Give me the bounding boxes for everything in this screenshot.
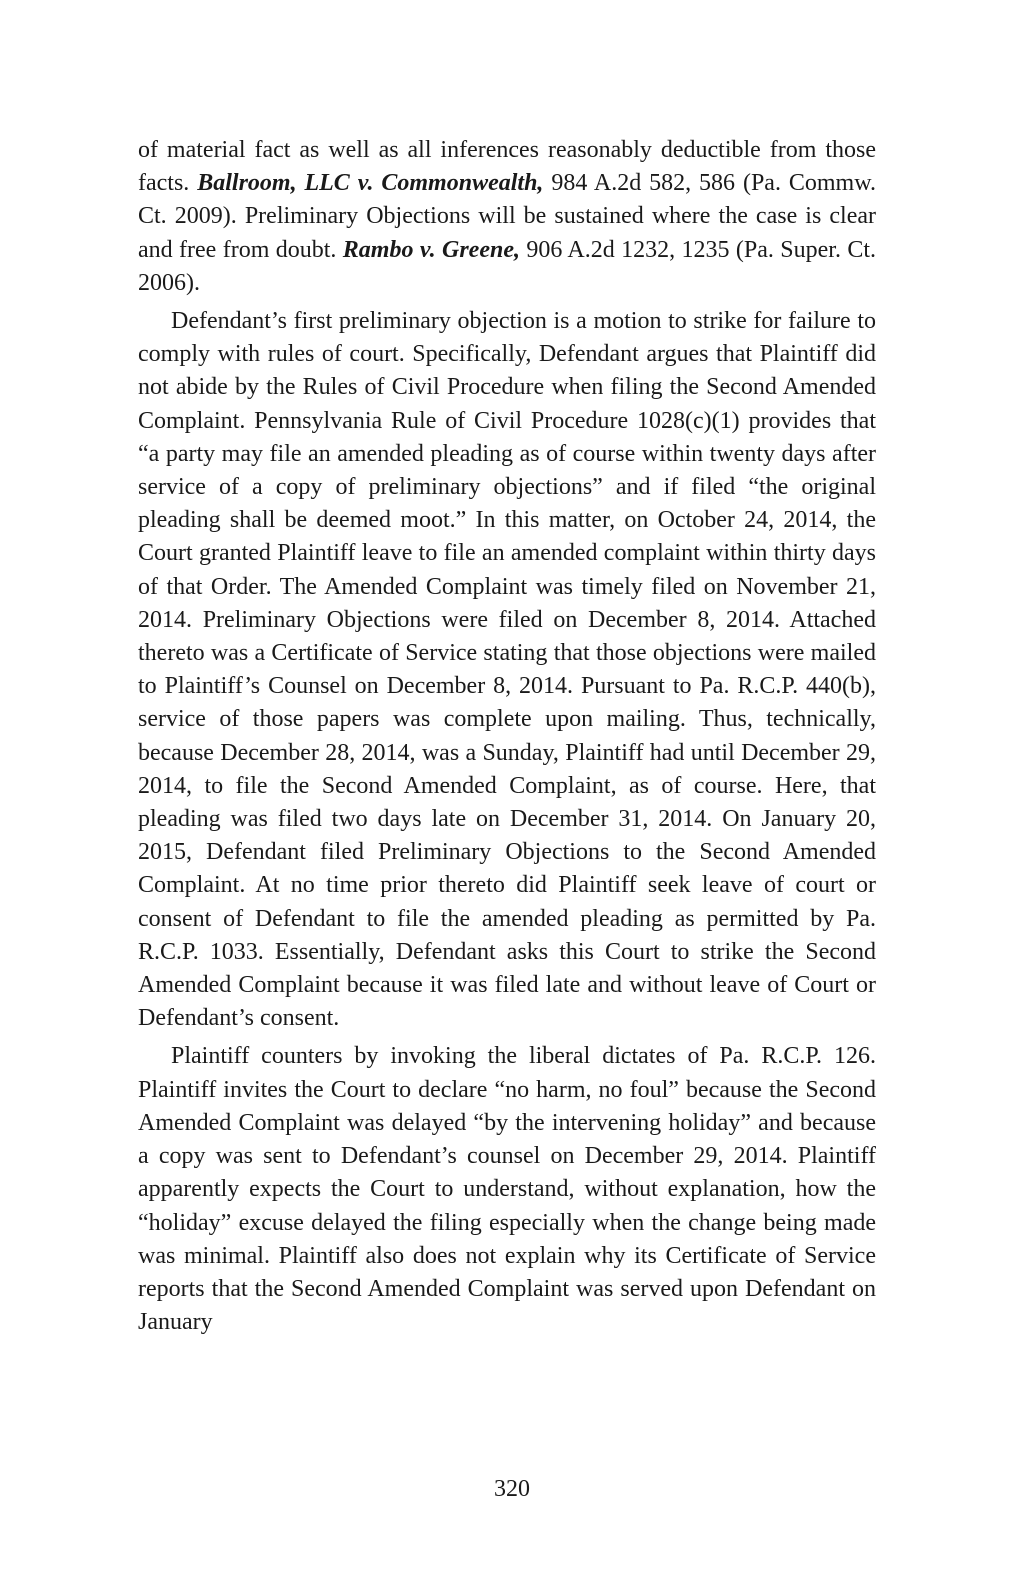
case-citation-rambo: Rambo v. Greene,	[342, 236, 520, 263]
page-number: 320	[494, 1476, 530, 1502]
case-citation-ballroom: Ballroom, LLC v. Commonwealth,	[197, 170, 544, 197]
paragraph-1-text-c: 906 A.2d 1232, 1235 (Pa. Super. Ct. 2006).	[138, 236, 877, 296]
paragraph-1-text-a: of material fact as well as all inferences reasonably deductible from those facts.	[138, 137, 876, 197]
page-body	[138, 134, 876, 1339]
paragraph-2: Defendant’s first preliminary objection is a motion to strike for failure to comply with rules of court. Specifically, Defendant argues that Plaintiff did not abide by the Rules of Civil Procedure when filing the Second Amended Complaint. Pennsylvania Rule of Civil Procedure 1028(c)(1) provides that “a party may file an amended pleading as of course within twenty days after service of a copy of preliminary objections” and if filed “the original pleading shall be deemed moot.” In this matter, on October 24, 2014, the Court granted Plaintiff leave to file an amended complaint within thirty days of that Order. The Amended Complaint was timely filed on November 21, 2014. Preliminary Objections were filed on December 8, 2014. Attached thereto was a Certificate of Service stating that those objections were mailed to Plaintiff’s Counsel on December 8, 2014. Pursuant to Pa. R.C.P. 440(b), service of those papers was complete upon mailing. Thus, technically, because December 28, 2014, was a Sunday, Plaintiff had until December 29, 2014, to file the Second Amended Complaint, as of course. Here, that pleading was filed two days late on December 31, 2014. On January 20, 2015, Defendant filed Preliminary Objections to the Second Amended Complaint. At no time prior thereto did Plaintiff seek leave of court or consent of Defendant to file the amended pleading as permitted by Pa. R.C.P. 1033. Essentially, Defendant asks this Court to strike the Second Amended Complaint because it was filed late and without leave of Court or Defendant’s consent.	[138, 308, 876, 1032]
paragraph-3: Plaintiff counters by invoking the liberal dictates of Pa. R.C.P. 126. Plaintiff invites the Court to declare “no harm, no foul” because the Second Amended Complaint was delayed “by the intervening holiday” and because a copy was sent to Defendant’s counsel on December 29, 2014. Plaintiff apparently expects the Court to understand, without explanation, how the “holiday” excuse delayed the filing especially when the change being made was minimal. Plaintiff also does not explain why its Certificate of Service reports that the Second Amended Complaint was served upon Defendant on January	[138, 1043, 876, 1336]
paragraph-1-text-b: 984 A.2d 582, 586 (Pa. Commw. Ct. 2009). Preliminary Objections will be sustained where the case is clear and free from doubt.	[138, 170, 876, 263]
paragraph-1	[138, 134, 876, 300]
